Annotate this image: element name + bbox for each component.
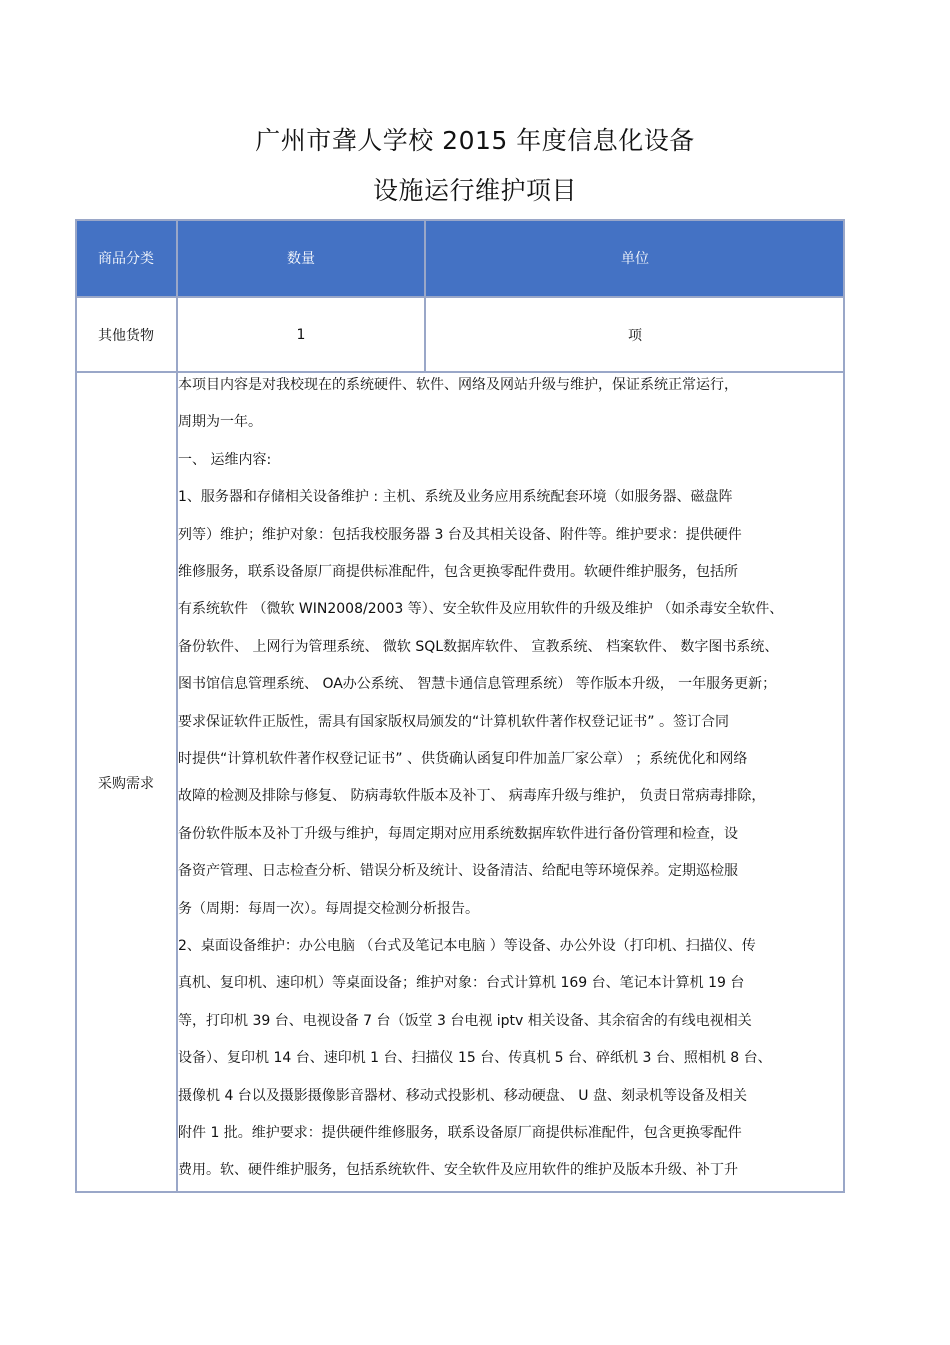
requirements-text-line: 备份软件版本及补丁升级与维护，每周定期对应用系统数据库软件进行备份管理和检查，设 [178,825,738,842]
requirements-text-line: 1、服务器和存储相关设备维护 : 主机、系统及业务应用系统配套环境（如服务器、磁盘阵 [178,489,733,506]
row-unit: 项 [628,327,642,344]
requirements-text-line: 一、 运维内容: [178,451,272,468]
requirements-text-line: 维修服务，联系设备原厂商提供标准配件，包含更换零配件费用。软硬件维护服务，包括所 [178,564,738,580]
requirements-text-line: 有系统软件 （微软 WIN2008/2003 等）、安全软件及应用软件的升级及维护 （如杀毒安全软件、 [178,601,784,618]
requirements-text-line: 务（周期：每周一次）。每周提交检测分析报告。 [178,900,479,917]
requirements-text-line: 备资产管理、日志检查分析、错误分析及统计、设备清洁、给配电等环境保养。定期巡检服 [178,863,738,880]
requirements-text-line: 设备）、复印机 14 台、速印机 1 台、扫描仪 15 台、传真机 5 台、碎纸机 3 台、照相机 8 台、 [178,1050,772,1067]
header-unit: 单位 [621,251,649,267]
requirements-text-line: 附件 1 批。维护要求：提供硬件维修服务，联系设备原厂商提供标准配件，包含更换零配件 [178,1125,742,1141]
document-title-line-2: 设施运行维护项目 [372,176,577,205]
section-label-procurement-requirements: 采购需求 [98,775,154,792]
requirements-text-line: 2、桌面设备维护：办公电脑 （台式及笔记本电脑 ）等设备、办公外设（打印机、扫描仪、传 [178,938,756,954]
requirements-text-line: 等，打印机 39 台、电视设备 7 台（饭堂 3 台电视 iptv 相关设备、其余宿舍的有线电视相关 [178,1012,752,1029]
row-quantity: 1 [296,326,306,343]
row-category: 其他货物 [98,327,154,344]
requirements-text-line: 费用。软、硬件维护服务，包括系统软件、安全软件及应用软件的维护及版本升级、补丁升 [178,1162,738,1179]
requirements-text-line: 真机、复印机、速印机）等桌面设备；维护对象：台式计算机 169 台、笔记本计算机 19 台 [178,975,745,992]
requirements-text-line: 备份软件、 上网行为管理系统、 微软 SQL数据库软件、 宣教系统、 档案软件、 数字图书系统、 [178,638,779,655]
document-title-line-1: 广州市聋人学校 2015 年度信息化设备 [255,126,695,155]
requirements-text-line: 图书馆信息管理系统、 OA办公系统、 智慧卡通信息管理系统） 等作版本升级， 一年服务更新； [178,676,777,693]
requirements-text-line: 时提供“计算机软件著作权登记证书” 、供货确认函复印件加盖厂家公章） ；系统优化和网络 [178,751,748,767]
requirements-text-line: 故障的检测及排除与修复、 防病毒软件版本及补丁、 病毒库升级与维护， 负责日常病毒排除， [178,788,766,805]
header-category: 商品分类 [98,251,154,267]
requirements-text-line: 列等）维护；维护对象：包括我校服务器 3 台及其相关设备、附件等。维护要求：提供硬件 [178,526,742,543]
header-quantity: 数量 [287,251,315,267]
requirements-text-line: 要求保证软件正版性，需具有国家版权局颁发的“计算机软件著作权登记证书” 。签订合同 [178,713,729,730]
requirements-text-line: 摄像机 4 台以及摄影摄像影音器材、移动式投影机、移动硬盘、 U 盘、刻录机等设备及相关 [178,1087,747,1104]
requirements-text-line: 本项目内容是对我校现在的系统硬件、软件、网络及网站升级与维护，保证系统正常运行， [178,377,738,393]
requirements-text-line: 周期为一年。 [178,414,262,431]
